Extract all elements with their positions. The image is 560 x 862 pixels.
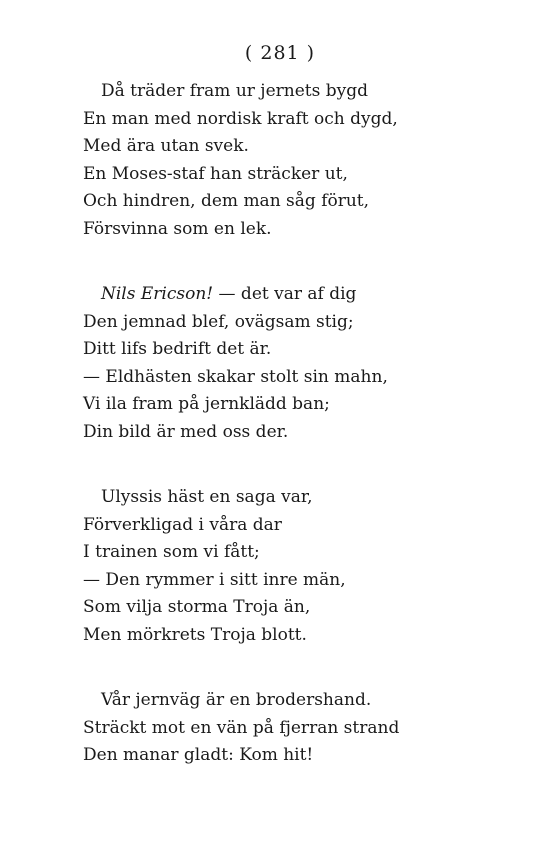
- stanza-4: [83, 687, 523, 770]
- poem-line: I trainen som vi fått;: [83, 542, 260, 562]
- poem-line: Försvinna som en lek.: [83, 218, 272, 239]
- stanza-3: [83, 484, 523, 649]
- poem-line: Och hindren, dem man såg förut,: [83, 191, 370, 211]
- poem: [83, 78, 523, 808]
- poem-line-rest: — det var af dig: [213, 284, 357, 304]
- poem-line: Vi ila fram på jernklädd ban;: [83, 394, 330, 414]
- poem-line: Ditt lifs bedrift det är.: [83, 339, 272, 359]
- poem-line: Den manar gladt: Kom hit!: [83, 745, 314, 765]
- stanza-1: [83, 78, 523, 243]
- poem-line: [83, 281, 523, 309]
- person-name: Nils Ericson!: [101, 284, 214, 304]
- poem-line: Ulyssis häst en saga var,: [101, 487, 313, 507]
- poem-line: — Eldhästen skakar stolt sin mahn,: [83, 366, 388, 387]
- poem-line: Sträckt mot en vän på fjerran strand: [83, 717, 400, 738]
- poem-line: En Moses-staf han sträcker ut,: [83, 163, 348, 184]
- poem-line: Men mörkrets Troja blott.: [83, 624, 307, 645]
- poem-line: Den jemnad blef, ovägsam stig;: [83, 311, 354, 332]
- poem-line: Din bild är med oss der.: [83, 421, 289, 442]
- poem-line: Som vilja storma Troja än,: [83, 597, 311, 617]
- poem-line: — Den rymmer i sitt inre män,: [83, 569, 346, 590]
- poem-line: Med ära utan svek.: [83, 136, 249, 156]
- poem-line: Vår jernväg är en brodershand.: [101, 690, 372, 710]
- stanza-2: [83, 281, 523, 446]
- poem-line: Förverkligad i våra dar: [83, 514, 282, 535]
- poem-line: Då träder fram ur jernets bygd: [101, 81, 368, 101]
- page-number: ( 281 ): [244, 42, 316, 64]
- poem-line: En man med nordisk kraft och dygd,: [83, 108, 398, 129]
